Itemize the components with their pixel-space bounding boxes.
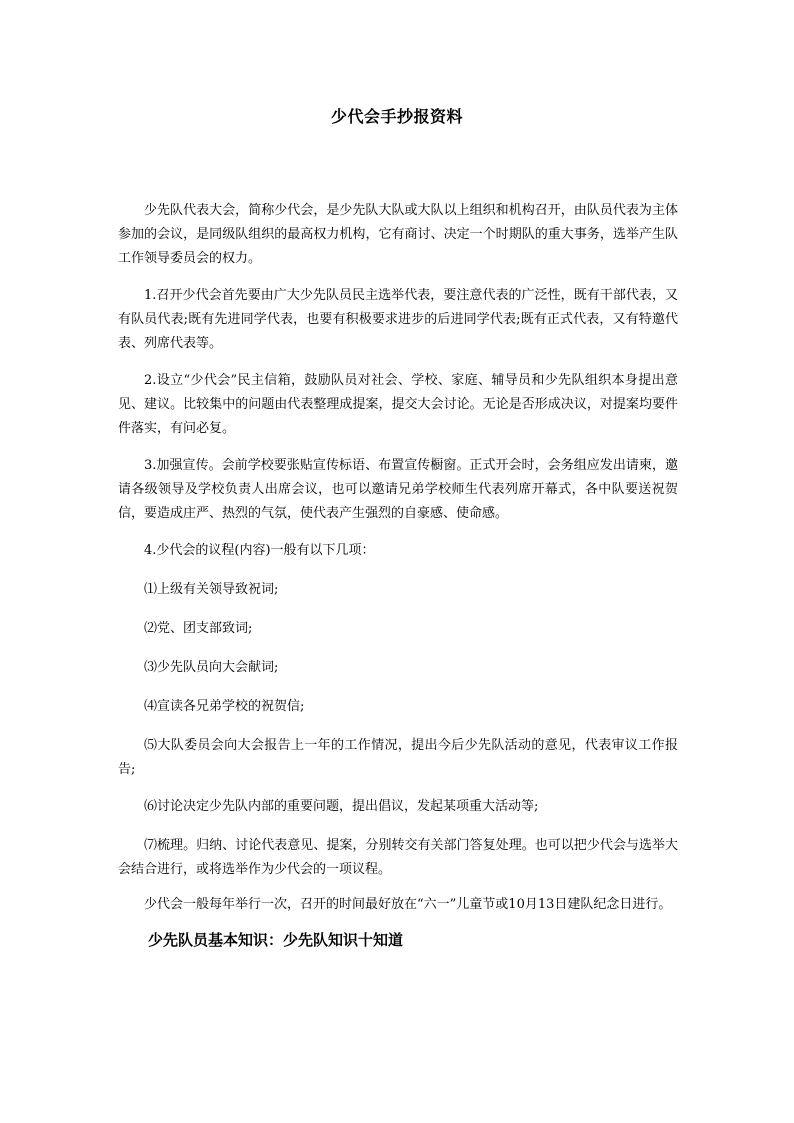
closing-paragraph: 少代会一般每年举行一次，召开的时间最好放在“六一”儿童节或10月13日建队纪念日进行。 bbox=[144, 897, 672, 912]
agenda-item-3: ⑶少先队员向大会献词; bbox=[144, 660, 279, 675]
point-4-paragraph: 4.少代会的议程(内容)一般有以下几项： bbox=[144, 543, 375, 558]
intro-paragraph: 少先队代表大会，简称少代会，是少先队大队或大队以上组织和机构召开，由队员代表为主体参加的会议，是同级队组织的最高权力机构，它有商讨、决定一个时期队的重大事务，选举产生队工作领导委员会的权力。 bbox=[118, 203, 678, 266]
point-2-paragraph: 2.设立“少代会”民主信箱，鼓励队员对社会、学校、家庭、辅导员和少先队组织本身提出意见、建议。比较集中的问题由代表整理成提案，提交大会讨论。无论是否形成决议，对提案均要件件落实，有问必复。 bbox=[118, 373, 678, 436]
agenda-item-2: ⑵党、团支部致词; bbox=[144, 621, 253, 636]
point-3-paragraph: 3.加强宣传。会前学校要张贴宣传标语、布置宣传橱窗。正式开会时，会务组应发出请柬，邀请各级领导及学校负责人出席会议，也可以邀请兄弟学校师生代表列席开幕式，各中队要送祝贺信，要造成庄严、热烈的气氛，使代表产生强烈的自豪感、使命感。 bbox=[118, 458, 678, 521]
agenda-item-4: ⑷宣读各兄弟学校的祝贺信; bbox=[144, 699, 305, 714]
section-heading: 少先队员基本知识：少先队知识十知道 bbox=[148, 931, 404, 949]
agenda-item-5: ⑸大队委员会向大会报告上一年的工作情况，提出今后少先队活动的意见，代表审议工作报告; bbox=[118, 738, 678, 777]
document-title: 少代会手抄报资料 bbox=[330, 107, 463, 126]
agenda-item-7: ⑺梳理。归纳、讨论代表意见、提案，分别转交有关部门答复处理。也可以把少代会与选举大会结合进行，或将选举作为少代会的一项议程。 bbox=[118, 838, 678, 877]
agenda-item-1: ⑴上级有关领导致祝词; bbox=[144, 582, 279, 597]
agenda-item-6: ⑹讨论决定少先队内部的重要问题，提出倡议，发起某项重大活动等; bbox=[144, 799, 539, 814]
point-1-paragraph: 1.召开少代会首先要由广大少先队员民主选举代表，要注意代表的广泛性，既有干部代表，又有队员代表;既有先进同学代表，也要有积极要求进步的后进同学代表;既有正式代表，又有特邀代表、列席代表等。 bbox=[118, 288, 678, 351]
document-body bbox=[118, 199, 678, 952]
